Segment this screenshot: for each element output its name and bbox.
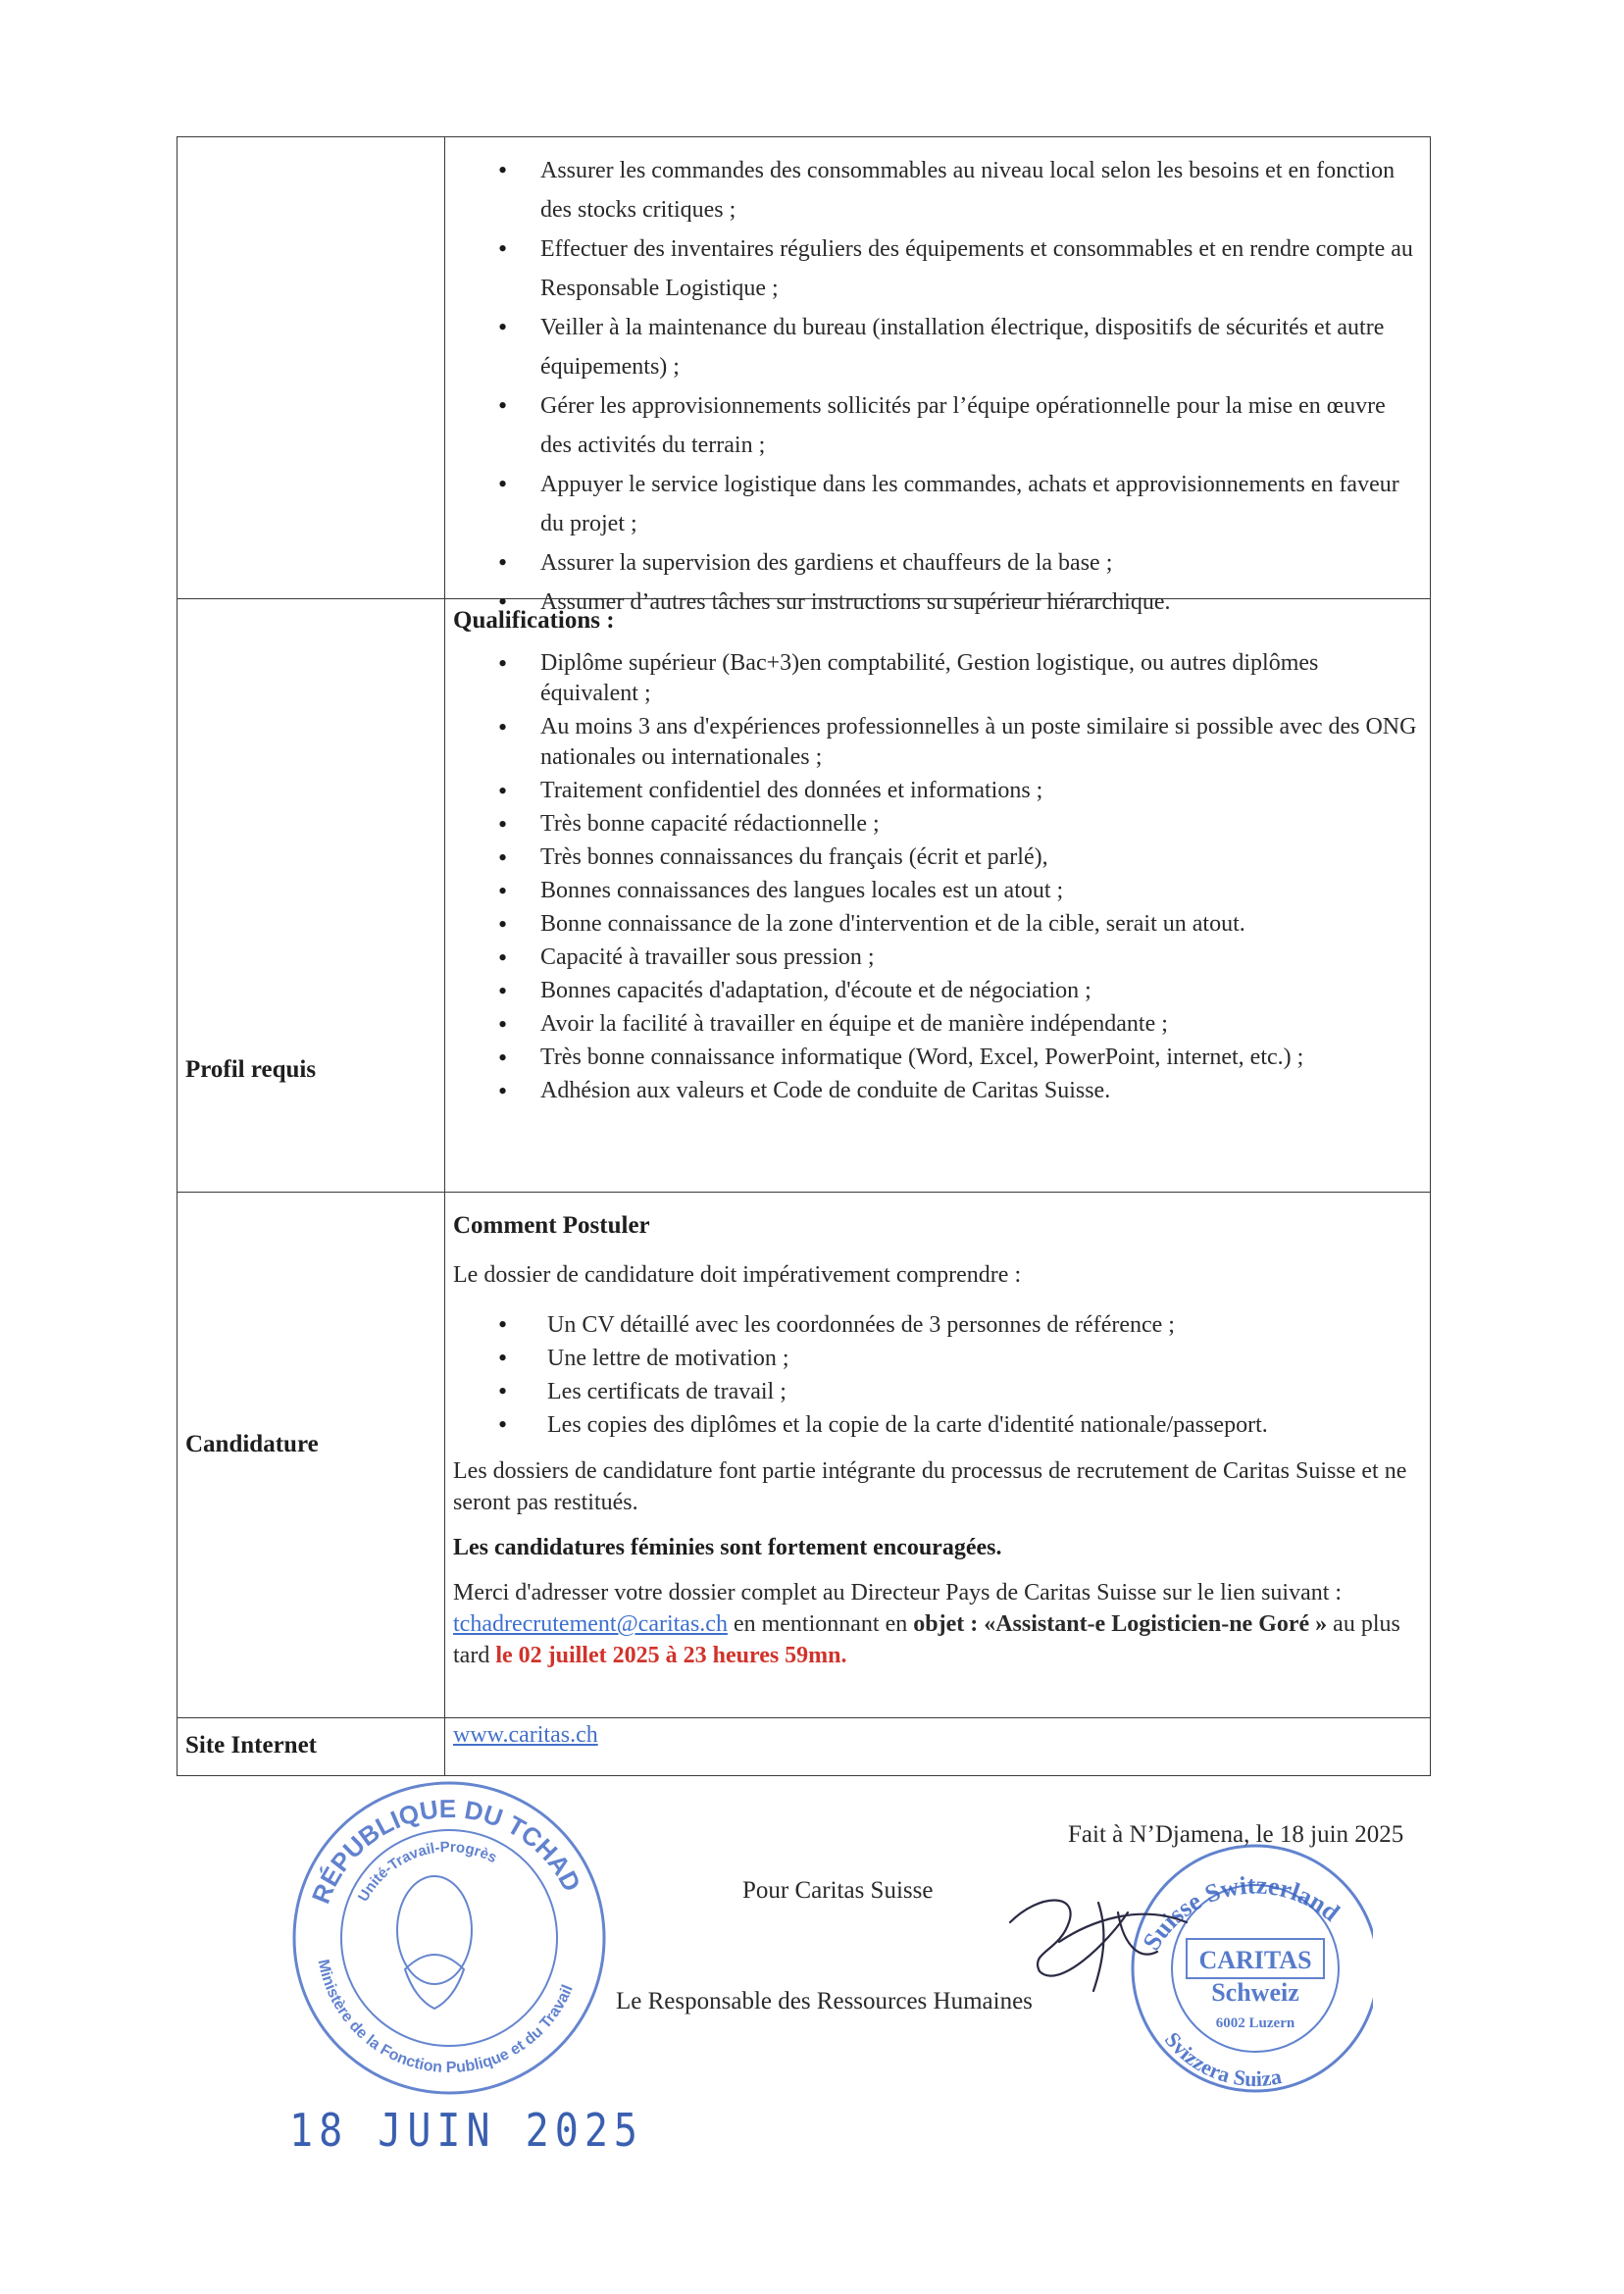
list-item: • Gérer les approvisionnements sollicités par l’équipe opérationnelle pour la mise en œuvre des activités du terrain ; (445, 386, 1420, 465)
signatory-title: Le Responsable des Ressources Humaines (616, 1988, 1033, 2014)
for-organisation: Pour Caritas Suisse (742, 1877, 934, 1904)
list-item: • Assurer la supervision des gardiens et chauffeurs de la base ; (445, 543, 1420, 583)
row-tasks (178, 137, 1431, 599)
qualifications-heading: Qualifications : (453, 607, 615, 634)
list-item: • Une lettre de motivation ; (453, 1342, 1420, 1375)
caritas-stamp-org: CARITAS (1198, 1946, 1312, 1974)
email-link[interactable]: tchadrecrutement@caritas.ch (453, 1611, 728, 1637)
caritas-stamp-top-text: Suisse Switzerland (1137, 1870, 1345, 1956)
list-item: • Capacité à travailler sous pression ; (453, 943, 1420, 973)
signature-icon (1000, 1883, 1196, 2001)
profile-label: Profil requis (185, 1056, 317, 1083)
application-label: Candidature (185, 1431, 319, 1457)
application-note: Les dossiers de candidature font partie intégrante du processus de recrutement de Caritas Suisse et ne seront pas restitués. (453, 1458, 1407, 1515)
place-date: Fait à N’Djamena, le 18 juin 2025 (1068, 1821, 1404, 1848)
list-item: • Appuyer le service logistique dans les commandes, achats et approvisionnements en faveur du projet ; (445, 465, 1420, 543)
profile-content-cell (445, 599, 1431, 1193)
submission-text-2: en mentionnant en (727, 1611, 914, 1637)
list-item: • Très bonnes connaissances du français (écrit et parlé), (453, 842, 1420, 873)
list-item: • Traitement confidentiel des données et informations ; (453, 776, 1420, 806)
website-label-cell (178, 1718, 445, 1776)
stamp-ministry-text: Ministère de la Fonction Publique et du Travail (314, 1958, 577, 2077)
list-item: • Bonne connaissance de la zone d'intervention et de la cible, serait un atout. (453, 909, 1420, 940)
profile-label-cell (178, 599, 445, 1193)
caritas-stamp-bottom-text: Svizzera Suiza (1159, 2027, 1284, 2092)
website-link[interactable]: www.caritas.ch (453, 1722, 598, 1748)
subject-text: objet : «Assistant-e Logisticien-ne Goré » (913, 1611, 1328, 1637)
stamp-motto-text: Unité-Travail-Progrès (354, 1838, 500, 1905)
application-label-cell (178, 1193, 445, 1718)
tasks-list (445, 151, 1420, 622)
row-profile (178, 599, 1431, 1193)
list-item: • Très bonne connaissance informatique (Word, Excel, PowerPoint, internet, etc.) ; (453, 1043, 1420, 1073)
caritas-stamp-city: 6002 Luzern (1215, 2015, 1295, 2031)
list-item: • Les certificats de travail ; (453, 1375, 1420, 1408)
submission-text-1: Merci d'adresser votre dossier complet au Directeur Pays de Caritas Suisse sur le lien suivant : (453, 1580, 1343, 1606)
caritas-stamp-country: Schweiz (1211, 1978, 1299, 2007)
list-item: • Veiller à la maintenance du bureau (installation électrique, dispositifs de sécurités et autre équipements) ; (445, 308, 1420, 386)
svg-text:Unité-Travail-Progrès (355, 1839, 499, 1905)
stamp-outer-text: RÉPUBLIQUE DU TCHAD (305, 1793, 587, 1908)
list-item: • Au moins 3 ans d'expériences professionnelles à un poste similaire si possible avec des ONG nationales ou internationales ; (453, 712, 1420, 773)
tasks-label-cell (178, 137, 445, 599)
tasks-content-cell (445, 137, 1431, 615)
row-application (178, 1193, 1431, 1718)
submission-text-3: au plus tard (453, 1611, 1400, 1668)
website-label: Site Internet (185, 1732, 317, 1759)
deadline-text: le 02 juillet 2025 à 23 heures 59mn. (495, 1643, 847, 1668)
row-website (178, 1718, 1431, 1776)
list-item: • Les copies des diplômes et la copie de la carte d'identité nationale/passeport. (453, 1408, 1420, 1442)
application-content-cell (445, 1193, 1431, 1718)
submission-instructions (453, 1577, 1420, 1671)
how-to-apply-heading: Comment Postuler (453, 1212, 650, 1239)
list-item: • Un CV détaillé avec les coordonnées de 3 personnes de référence ; (453, 1308, 1420, 1342)
encouragement-text: Les candidatures féminies sont fortement encouragées. (453, 1535, 1002, 1560)
list-item: • Assumer d’autres tâches sur instructions su supérieur hiérarchique. (445, 583, 1420, 622)
job-description-table (177, 136, 1431, 1776)
svg-text:Svizzera Suiza (1160, 2027, 1284, 2091)
list-item: • Diplôme supérieur (Bac+3)en comptabilité, Gestion logistique, ou autres diplômes équivalent ; (453, 648, 1420, 709)
list-item: • Avoir la facilité à travailler en équipe et de manière indépendante ; (453, 1009, 1420, 1040)
official-stamp-icon (278, 1773, 621, 2097)
list-item: • Effectuer des inventaires réguliers des équipements et consommables et en rendre compte au Responsable Logistique ; (445, 229, 1420, 308)
list-item: • Très bonne capacité rédactionnelle ; (453, 809, 1420, 840)
date-stamp: 18 JUIN 2025 (289, 2105, 643, 2158)
list-item: • Bonnes capacités d'adaptation, d'écoute et de négociation ; (453, 976, 1420, 1006)
qualifications-list (453, 648, 1420, 1106)
list-item: • Adhésion aux valeurs et Code de conduite de Caritas Suisse. (453, 1076, 1420, 1106)
list-item: • Assurer les commandes des consommables au niveau local selon les besoins et en fonction des stocks critiques ; (445, 151, 1420, 229)
list-item: • Bonnes connaissances des langues locales est un atout ; (453, 876, 1420, 906)
application-intro: Le dossier de candidature doit impérativement comprendre : (453, 1262, 1022, 1288)
website-content-cell (445, 1718, 1431, 1776)
application-documents-list (453, 1308, 1420, 1442)
